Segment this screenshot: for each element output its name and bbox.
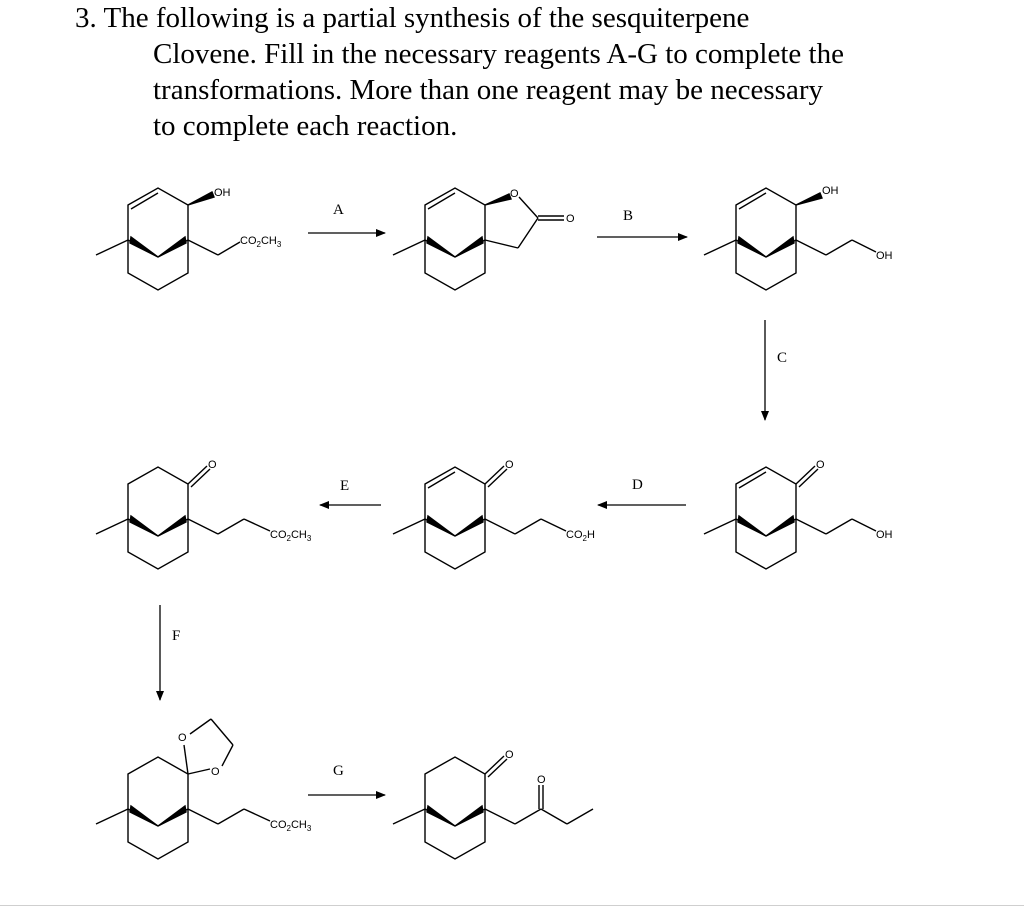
compound-4: [704, 466, 876, 569]
compound-6-ketone-o: O: [208, 459, 217, 471]
compound-1-oh: OH: [214, 187, 231, 199]
question-line-2: Clovene. Fill in the necessary reagents A-G to complete the: [153, 38, 844, 70]
question-line-3: transformations. More than one reagent may be necessary: [153, 74, 823, 106]
compound-5-acid: $CO_2H$: [566, 529, 595, 543]
question-line-1: 3. The following is a partial synthesis of the sesquiterpene: [75, 2, 750, 34]
reagent-label-b: B: [623, 208, 634, 224]
compound-4-ketone-o: O: [816, 459, 825, 471]
compound-2-ring-o: O: [510, 188, 519, 200]
reagent-label-e: E: [340, 478, 350, 494]
compound-3-oh-top: OH: [822, 185, 839, 197]
compound-8: [393, 756, 593, 859]
reagent-label-g: G: [333, 763, 344, 779]
compound-4-oh: OH: [876, 529, 893, 541]
compound-6-ester: $CO_2CH_3$: [270, 529, 312, 543]
compound-7-ketal-o-top: O: [178, 732, 187, 744]
compound-8-ring-ketone-o: O: [505, 749, 514, 761]
reagent-label-c: C: [777, 350, 788, 366]
compound-7-ester: $CO_2CH_3$: [270, 819, 312, 833]
compound-8-chain-ketone-o: O: [537, 774, 546, 786]
compound-1: [96, 188, 240, 290]
compound-7-ketal-o-bottom: O: [211, 766, 220, 778]
reagent-label-d: D: [632, 477, 643, 493]
question-line-4: to complete each reaction.: [153, 110, 458, 142]
divider: [0, 905, 1024, 906]
question-number: 3.: [75, 2, 97, 34]
compound-1-ester: $CO_2CH_3$: [240, 235, 282, 249]
compound-3-oh-chain: OH: [876, 250, 893, 262]
reagent-label-a: A: [333, 202, 344, 218]
compound-2-carbonyl-o: O: [566, 213, 575, 225]
compound-5-ketone-o: O: [505, 459, 514, 471]
compound-5: [393, 466, 566, 569]
compound-6: [96, 466, 270, 569]
reagent-label-f: F: [172, 628, 181, 644]
compound-2: [393, 188, 564, 290]
compound-3: [704, 188, 876, 290]
